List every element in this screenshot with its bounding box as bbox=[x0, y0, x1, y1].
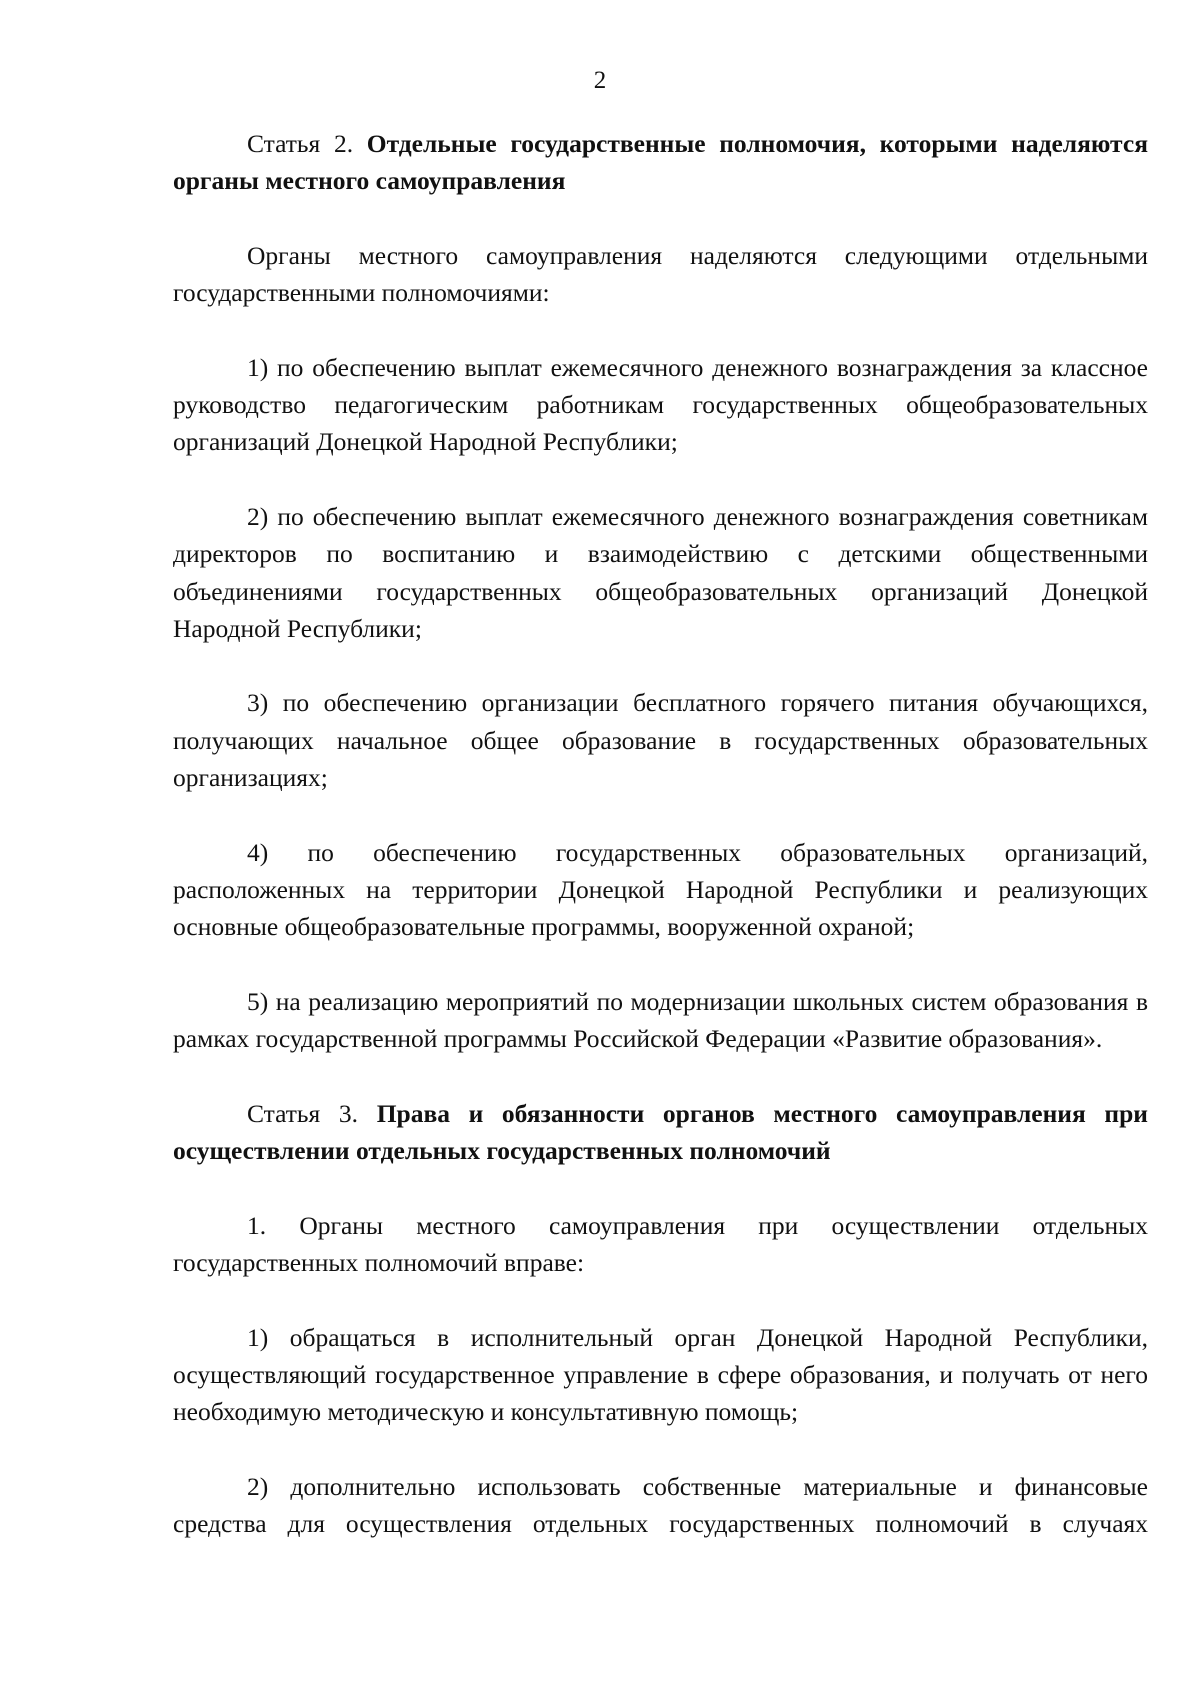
page-number: 2 bbox=[593, 67, 607, 94]
article-2-item-1: 1) по обеспечению выплат ежемесячного денежного вознаграждения за классное руководство педагогическим работникам государственных общеобразовательных организаций Донецкой Народной Республики; bbox=[173, 352, 1148, 457]
article-2-item-2: 2) по обеспечению выплат ежемесячного денежного вознаграждения советникам директоров по воспитанию и взаимодействию с детскими общественными объединениями государственных общеобразовательных организаций Донецкой Народной Республики; bbox=[173, 501, 1148, 643]
document-body bbox=[173, 125, 1148, 1542]
article-2-heading bbox=[173, 125, 1148, 200]
article-2-item-3: 3) по обеспечению организации бесплатного горячего питания обучающихся, получающих начальное общее образование в государственных образовательных организациях; bbox=[173, 688, 1148, 793]
article-2-label: Статья 2. bbox=[247, 129, 354, 158]
article-2-item-5: 5) на реализацию мероприятий по модернизации школьных систем образования в рамках государственной программы Российской Федерации «Развитие образования». bbox=[173, 986, 1148, 1054]
article-2-intro: Органы местного самоуправления наделяются следующими отдельными государственными полномочиями: bbox=[173, 240, 1148, 308]
article-2-title: Отдельные государственные полномочия, которыми наделяются органы местного самоуправления bbox=[173, 129, 1148, 196]
article-3-heading bbox=[173, 1095, 1148, 1170]
article-3-item-1: 1) обращаться в исполнительный орган Донецкой Народной Республики, осуществляющий государственное управление в сфере образования, и получать от него необходимую методическую и консультативную помощь; bbox=[173, 1322, 1148, 1427]
article-3-label: Статья 3. bbox=[247, 1098, 359, 1128]
article-3-item-2: 2) дополнительно использовать собственные материальные и финансовые средства для осуществления отдельных государственных полномочий в случаях bbox=[173, 1471, 1148, 1538]
article-2-item-4: 4) по обеспечению государственных образовательных организаций, расположенных на территории Донецкой Народной Республики и реализующих основные общеобразовательные программы, вооруженной охраной; bbox=[173, 837, 1148, 942]
article-3-point-1: 1. Органы местного самоуправления при осуществлении отдельных государственных полномочий вправе: bbox=[173, 1210, 1148, 1277]
article-3-title: Права и обязанности органов местного самоуправления при осуществлении отдельных государственных полномочий bbox=[173, 1098, 1148, 1166]
